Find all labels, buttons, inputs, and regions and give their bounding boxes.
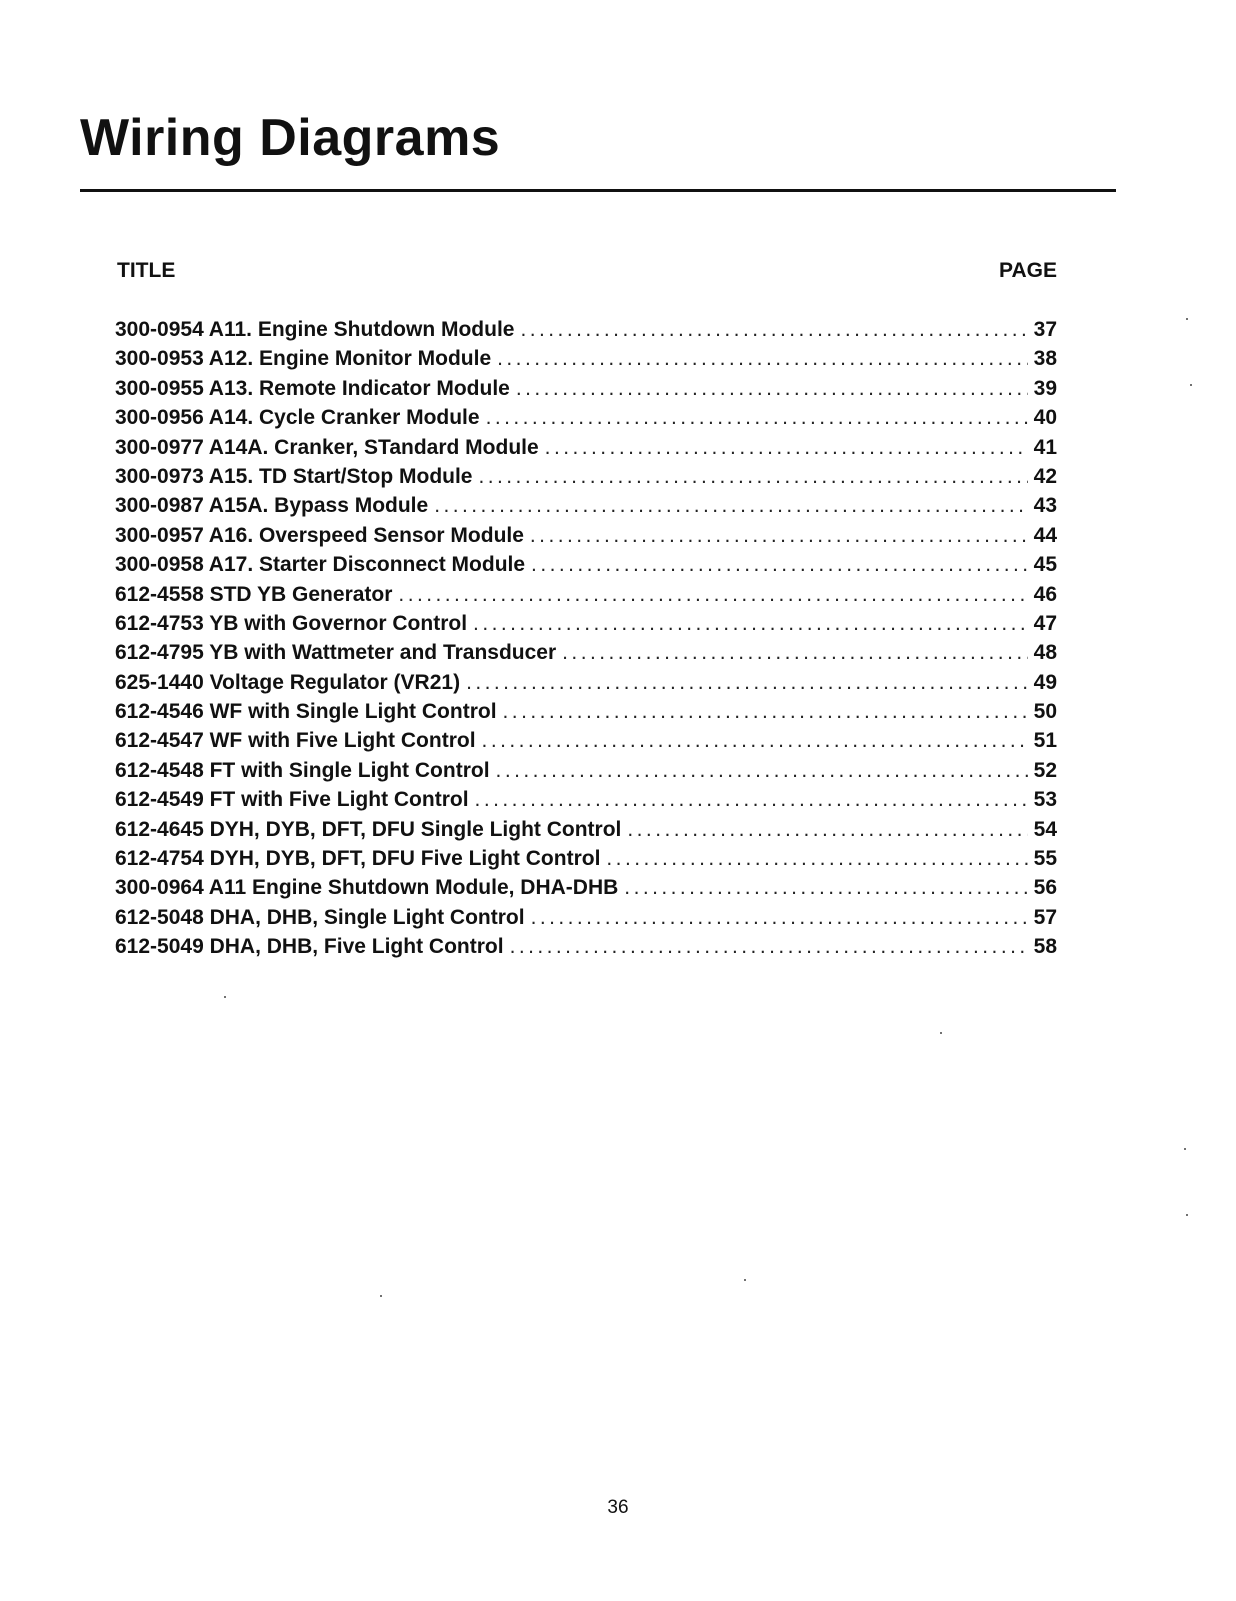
toc-entry xyxy=(115,726,1057,755)
toc-entry xyxy=(115,315,1057,344)
toc-entry-title: 300-0973 A15. TD Start/Stop Module xyxy=(115,464,473,488)
toc-entry-page: 56 xyxy=(1033,876,1057,900)
dot-leader xyxy=(496,756,1028,785)
scan-speck xyxy=(1186,318,1188,320)
toc-entry-page: 53 xyxy=(1033,788,1057,812)
column-header-title: TITLE xyxy=(117,259,176,282)
dot-leader xyxy=(624,873,1027,902)
toc-entry-page: 50 xyxy=(1033,700,1057,724)
scan-speck xyxy=(224,996,226,998)
toc-entry-title: 300-0958 A17. Starter Disconnect Module xyxy=(115,553,526,577)
dot-leader xyxy=(627,815,1027,844)
toc-entry-title: 300-0953 A12. Engine Monitor Module xyxy=(115,347,492,371)
toc-entry-page: 43 xyxy=(1033,494,1057,518)
dot-leader xyxy=(398,580,1027,609)
toc-entry-title: 612-4547 WF with Five Light Control xyxy=(115,729,476,753)
toc-entry-page: 55 xyxy=(1033,847,1057,871)
dot-leader xyxy=(520,315,1027,344)
toc-entry-title: 612-4558 STD YB Generator xyxy=(115,582,393,606)
dot-leader xyxy=(531,550,1028,579)
scan-speck xyxy=(1186,1214,1188,1216)
toc-entry-title: 300-0977 A14A. Cranker, STandard Module xyxy=(115,435,539,459)
toc-entry xyxy=(115,903,1057,932)
toc-entry-title: 625-1440 Voltage Regulator (VR21) xyxy=(115,670,461,694)
toc-entry-page: 44 xyxy=(1033,523,1057,547)
dot-leader xyxy=(434,491,1027,520)
toc-entry xyxy=(115,844,1057,873)
toc-entry-page: 42 xyxy=(1033,464,1057,488)
scan-speck xyxy=(1184,1148,1186,1150)
toc-entry-title: 612-4546 WF with Single Light Control xyxy=(115,700,497,724)
toc-entry xyxy=(115,521,1057,550)
toc-entry xyxy=(115,609,1057,638)
toc-entry-title: 300-0955 A13. Remote Indicator Module xyxy=(115,376,510,400)
dot-leader xyxy=(530,521,1028,550)
toc-entry-page: 37 xyxy=(1033,318,1057,341)
dot-leader xyxy=(606,844,1027,873)
toc-entry-page: 40 xyxy=(1033,406,1057,430)
toc-entry-page: 49 xyxy=(1033,670,1057,694)
toc-entry-title: 612-4754 DYH, DYB, DFT, DFU Five Light Control xyxy=(115,847,601,871)
scan-speck xyxy=(940,1032,942,1034)
dot-leader xyxy=(486,403,1028,432)
toc-entry-title: 300-0956 A14. Cycle Cranker Module xyxy=(115,406,480,430)
dot-leader xyxy=(503,697,1028,726)
toc-entry-page: 58 xyxy=(1033,935,1057,959)
title-rule xyxy=(80,189,1116,192)
toc-entry xyxy=(115,638,1057,667)
toc-entry-page: 46 xyxy=(1033,582,1057,606)
toc-entry xyxy=(115,580,1057,609)
toc-entry-page: 45 xyxy=(1033,553,1057,577)
page-number: 36 xyxy=(607,1497,629,1518)
toc-entry xyxy=(115,374,1057,403)
toc-entry-title: 300-0987 A15A. Bypass Module xyxy=(115,494,429,518)
dot-leader xyxy=(531,903,1028,932)
scan-speck xyxy=(1190,384,1192,386)
toc-entry xyxy=(115,433,1057,462)
dot-leader xyxy=(497,344,1028,373)
toc-entry-title: 612-4549 FT with Five Light Control xyxy=(115,788,469,812)
scan-speck xyxy=(380,1295,382,1297)
toc-entry xyxy=(115,462,1057,491)
toc-entry xyxy=(115,785,1057,814)
page-title: Wiring Diagrams xyxy=(80,109,501,167)
dot-leader xyxy=(475,785,1028,814)
toc-entry xyxy=(115,550,1057,579)
toc-entry-title: 300-0964 A11 Engine Shutdown Module, DHA-DHB xyxy=(115,876,619,900)
toc-entry-page: 38 xyxy=(1033,347,1057,371)
toc-entry xyxy=(115,815,1057,844)
toc-entry xyxy=(115,344,1057,373)
toc-entry-page: 51 xyxy=(1033,729,1057,753)
toc-entry-page: 41 xyxy=(1033,435,1057,459)
toc-entry-title: 612-4753 YB with Governor Control xyxy=(115,611,468,635)
dot-leader xyxy=(466,668,1028,697)
toc-entry-title: 612-4795 YB with Wattmeter and Transducer xyxy=(115,641,557,665)
dot-leader xyxy=(482,726,1028,755)
toc-entry-page: 52 xyxy=(1033,758,1057,782)
toc-entry-page: 57 xyxy=(1033,905,1057,929)
dot-leader xyxy=(478,462,1027,491)
toc-entry-page: 39 xyxy=(1033,376,1057,400)
toc-entry-title: 612-5048 DHA, DHB, Single Light Control xyxy=(115,905,525,929)
toc-entry xyxy=(115,668,1057,697)
toc-entry-title: 300-0957 A16. Overspeed Sensor Module xyxy=(115,523,524,547)
toc-entry-page: 47 xyxy=(1033,611,1057,635)
toc-entry xyxy=(115,756,1057,785)
dot-leader xyxy=(510,932,1028,961)
toc-entry xyxy=(115,873,1057,902)
toc-entry xyxy=(115,403,1057,432)
table-of-contents xyxy=(115,315,1057,962)
dot-leader xyxy=(473,609,1028,638)
toc-entry-title: 612-5049 DHA, DHB, Five Light Control xyxy=(115,935,504,959)
column-header-page: PAGE xyxy=(999,259,1057,282)
toc-entry-page: 54 xyxy=(1033,817,1057,841)
toc-entry-title: 612-4645 DYH, DYB, DFT, DFU Single Light Control xyxy=(115,817,622,841)
scan-speck xyxy=(744,1279,746,1281)
toc-entry-page: 48 xyxy=(1033,641,1057,665)
dot-leader xyxy=(545,433,1028,462)
toc-entry-title: 300-0954 A11. Engine Shutdown Module xyxy=(115,318,515,341)
toc-entry xyxy=(115,932,1057,961)
dot-leader xyxy=(516,374,1028,403)
toc-entry xyxy=(115,697,1057,726)
toc-entry-title: 612-4548 FT with Single Light Control xyxy=(115,758,490,782)
toc-entry xyxy=(115,491,1057,520)
dot-leader xyxy=(562,638,1027,667)
